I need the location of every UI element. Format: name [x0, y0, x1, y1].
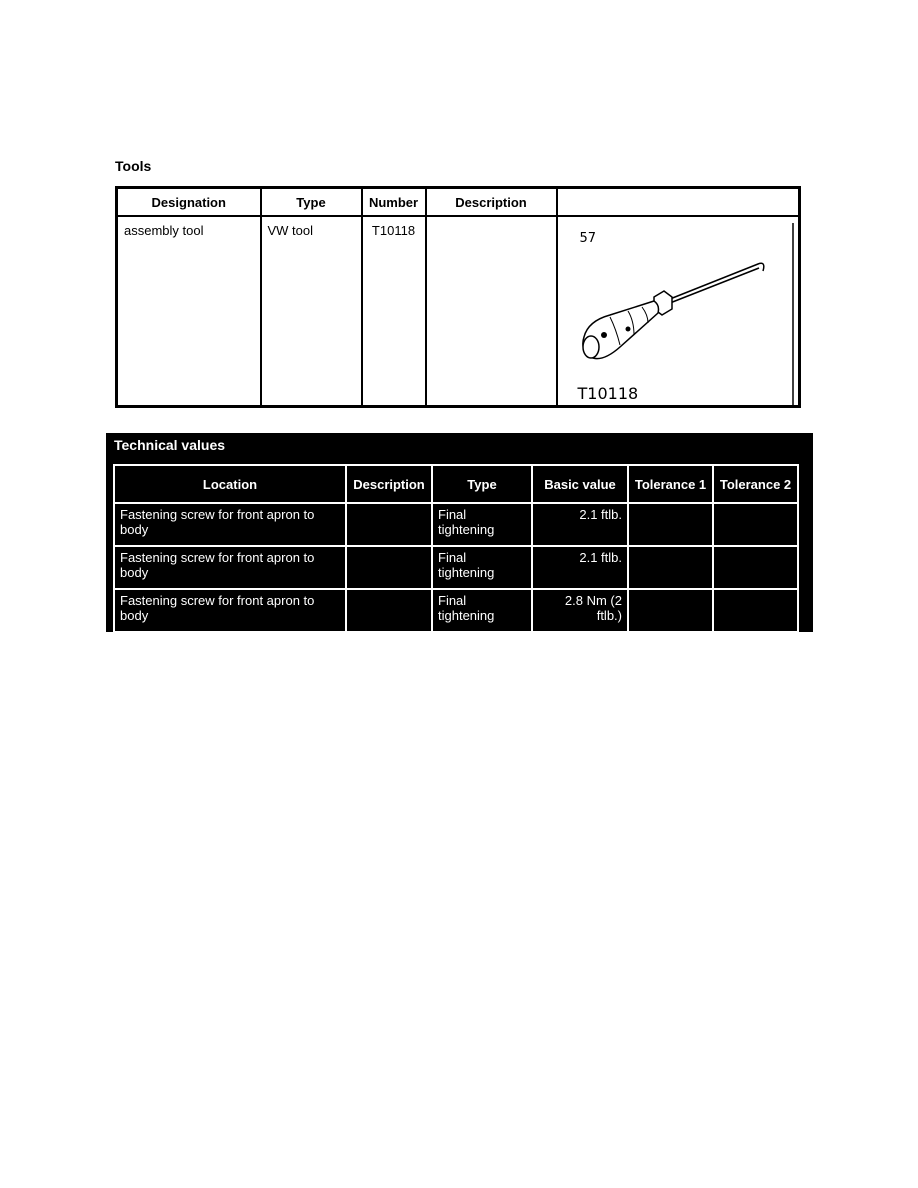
tool-number: T10118	[362, 216, 426, 407]
cell-tolerance-1	[628, 503, 713, 546]
tool-type: VW tool	[261, 216, 362, 407]
cell-location: Fastening screw for front apron to body	[114, 503, 346, 546]
table-row	[117, 216, 800, 407]
col-header-basic-value: Basic value	[532, 465, 628, 503]
cell-tolerance-2	[713, 589, 798, 632]
col-header-tolerance-1: Tolerance 1	[628, 465, 713, 503]
tool-description	[426, 216, 557, 407]
tools-heading: Tools	[115, 158, 152, 174]
cell-location: Fastening screw for front apron to body	[114, 589, 346, 632]
cell-type: Final tightening	[432, 546, 532, 589]
table-row	[114, 546, 798, 589]
tools-table	[115, 186, 801, 408]
cell-basic-value: 2.1 ftlb.	[532, 503, 628, 546]
cell-tolerance-2	[713, 546, 798, 589]
illustration-label-part: T10118	[577, 384, 639, 403]
cell-type: Final tightening	[432, 503, 532, 546]
screwdriver-hook-tool-icon	[558, 217, 802, 409]
tool-image-cell	[557, 216, 800, 407]
table-row	[114, 503, 798, 546]
col-header-type: Type	[261, 188, 362, 217]
cell-tolerance-2	[713, 503, 798, 546]
cell-description	[346, 589, 432, 632]
col-header-type: Type	[432, 465, 532, 503]
technical-values-table	[113, 464, 799, 633]
illustration-label-number: 57	[579, 231, 597, 246]
tvals-header-row	[114, 465, 798, 503]
col-header-description: Description	[346, 465, 432, 503]
cell-tolerance-1	[628, 546, 713, 589]
cell-tolerance-1	[628, 589, 713, 632]
cell-description	[346, 546, 432, 589]
cell-location: Fastening screw for front apron to body	[114, 546, 346, 589]
cell-description	[346, 503, 432, 546]
tools-header-row	[117, 188, 800, 217]
cell-type: Final tightening	[432, 589, 532, 632]
tool-designation: assembly tool	[117, 216, 261, 407]
tool-illustration	[558, 217, 799, 405]
col-header-tolerance-2: Tolerance 2	[713, 465, 798, 503]
table-row	[114, 589, 798, 632]
col-header-designation: Designation	[117, 188, 261, 217]
col-header-description: Description	[426, 188, 557, 217]
col-header-location: Location	[114, 465, 346, 503]
col-header-image	[557, 188, 800, 217]
technical-values-heading: Technical values	[114, 437, 226, 453]
cell-basic-value: 2.8 Nm (2 ftlb.)	[532, 589, 628, 632]
cell-basic-value: 2.1 ftlb.	[532, 546, 628, 589]
col-header-number: Number	[362, 188, 426, 217]
technical-values-panel	[106, 433, 813, 632]
